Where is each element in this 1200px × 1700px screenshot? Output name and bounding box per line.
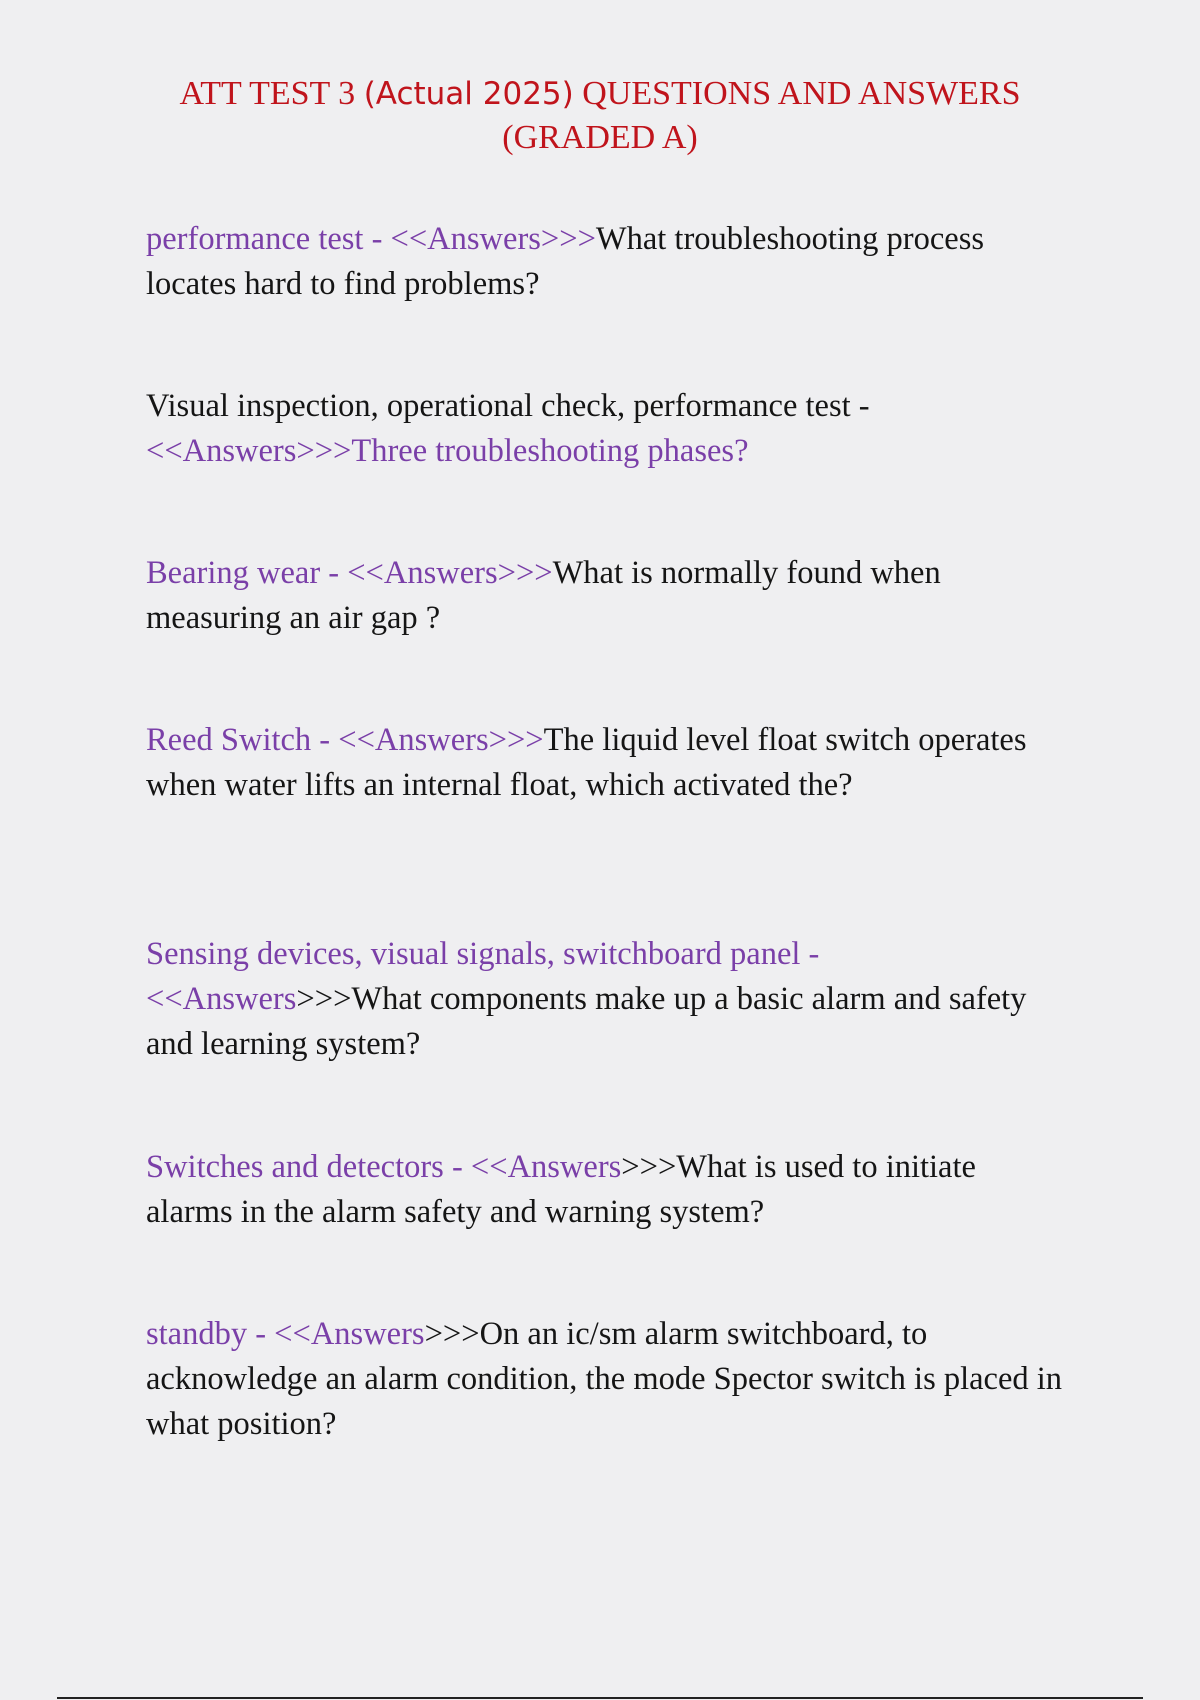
title-line-2: (GRADED A) [502, 119, 698, 156]
document-title [0, 72, 1200, 159]
qa-answer: Bearing wear - <<Answers>>> [146, 555, 553, 591]
title-part-1: ATT TEST 3 [179, 75, 364, 112]
qa-answer: Switches and detectors - <<Answers [146, 1149, 622, 1185]
title-part-2: (Actual 2025) [363, 76, 574, 112]
qa-answer: Sensing devices, visual signals, switchboard panel - <<Answers [146, 936, 820, 1017]
qa-item-4 [146, 718, 1066, 808]
qa-question: What is normally found when measuring an air gap ? [146, 555, 941, 636]
qa-question: >>>What components make up a basic alarm and safety and learning system? [146, 981, 1027, 1062]
qa-item-3 [146, 551, 1066, 641]
qa-question: >>>What is used to initiate alarms in the alarm safety and warning system? [146, 1149, 976, 1230]
qa-item-2 [146, 384, 1066, 474]
qa-question: <<Answers>>>Three troubleshooting phases? [146, 433, 749, 469]
qa-answer: performance test - <<Answers>>> [146, 221, 596, 257]
qa-question: What troubleshooting process locates hard to find problems? [146, 221, 985, 302]
footer-divider [57, 1697, 1143, 1699]
qa-item-6 [146, 1145, 1066, 1235]
qa-question: The liquid level float switch operates when water lifts an internal float, which activated the? [146, 722, 1027, 803]
qa-answer: standby - <<Answers [146, 1316, 425, 1352]
qa-answer: Reed Switch - <<Answers>>> [146, 722, 544, 758]
qa-item-1 [146, 217, 1066, 307]
qa-question: >>>On an ic/sm alarm switchboard, to acknowledge an alarm condition, the mode Spector switch is placed in what position? [146, 1316, 1063, 1442]
qa-item-7 [146, 1312, 1066, 1447]
qa-answer: Visual inspection, operational check, performance test - [146, 388, 870, 424]
qa-item-5 [146, 932, 1066, 1067]
title-part-3: QUESTIONS AND ANSWERS [573, 75, 1021, 112]
